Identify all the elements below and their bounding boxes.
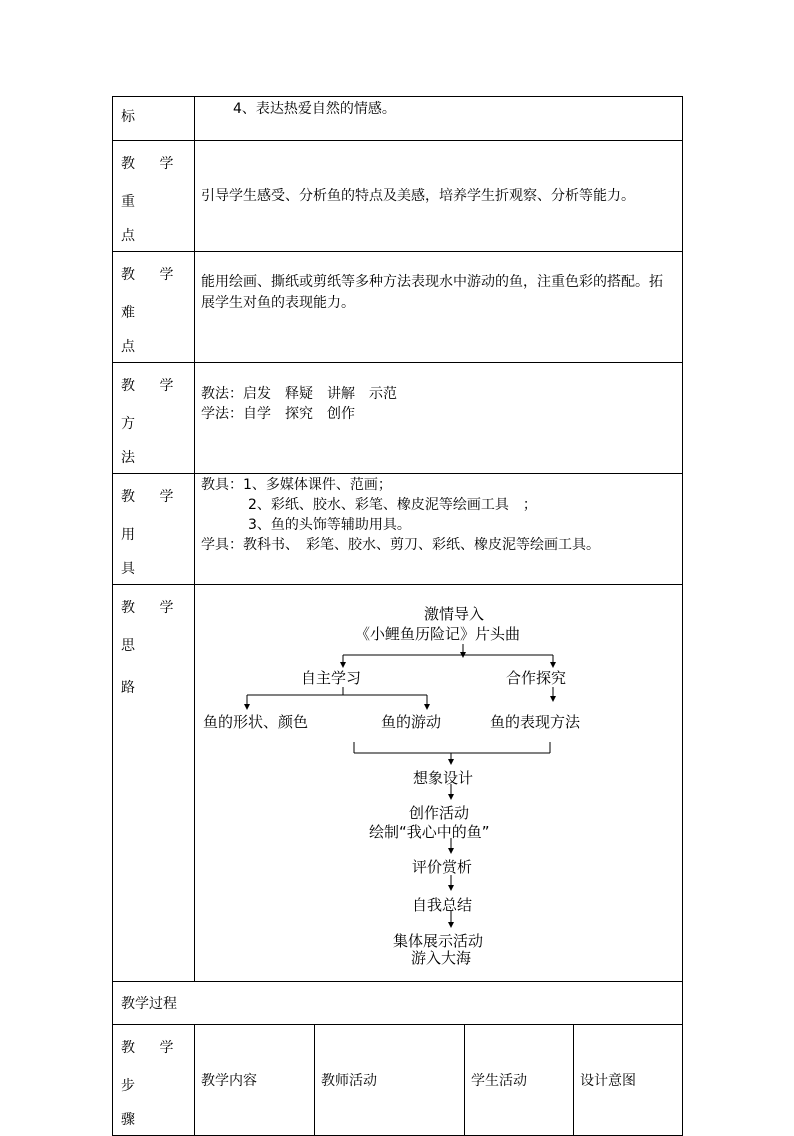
key-point-content: 引导学生感受、分析鱼的特点及美感，培养学生折观察、分析等能力。 bbox=[201, 188, 635, 204]
process-label: 教学过程 bbox=[121, 996, 177, 1012]
design-intent-label: 设计意图 bbox=[580, 1073, 636, 1089]
teaching-aids-line3: 3、鱼的头饰等辅助用具。 bbox=[248, 517, 411, 533]
method-label-line1: 教 学 方 bbox=[121, 378, 184, 432]
method-row bbox=[113, 363, 683, 474]
flow-exhibit: 集体展示活动 bbox=[393, 932, 484, 950]
idea-label-cell bbox=[113, 585, 195, 982]
idea-label-line1: 教 学 思 bbox=[121, 600, 184, 654]
tools-label-line1: 教 学 用 bbox=[121, 489, 184, 543]
learning-aids-line: 学具：教科书、 彩笔、胶水、剪刀、彩纸、橡皮泥等绘画工具。 bbox=[201, 537, 600, 553]
flow-imagine: 想象设计 bbox=[413, 769, 474, 787]
flow-exhibit-sub: 游入大海 bbox=[411, 949, 472, 967]
steps-row bbox=[113, 1025, 683, 1136]
difficulty-content: 能用绘画、撕纸或剪纸等多种方法表现水中游动的鱼，注重色彩的搭配。拓展学生对鱼的表现能力。 bbox=[201, 274, 663, 311]
steps-label-line1: 教 学 步 bbox=[121, 1040, 184, 1094]
student-activity-header bbox=[465, 1025, 574, 1136]
key-point-label-line2: 点 bbox=[121, 228, 135, 244]
flow-methods: 鱼的表现方法 bbox=[490, 713, 581, 731]
teaching-content-label: 教学内容 bbox=[201, 1073, 257, 1089]
method-content-cell bbox=[195, 363, 683, 474]
process-row bbox=[113, 982, 683, 1025]
flow-shape-color: 鱼的形状、颜色 bbox=[203, 713, 309, 731]
difficulty-label-line2: 点 bbox=[121, 339, 135, 355]
key-point-label-line1: 教 学 重 bbox=[121, 156, 184, 210]
flow-coop: 合作探究 bbox=[506, 669, 567, 687]
teacher-activity-header bbox=[315, 1025, 465, 1136]
design-intent-header bbox=[574, 1025, 683, 1136]
teaching-aids-line1: 教具：1、多媒体课件、范画； bbox=[201, 477, 392, 493]
difficulty-row bbox=[113, 252, 683, 363]
difficulty-label-cell bbox=[113, 252, 195, 363]
tools-label-line2: 具 bbox=[121, 561, 135, 577]
goal-row bbox=[113, 97, 683, 141]
teaching-aids-line2: 2、彩纸、胶水、彩笔、橡皮泥等绘画工具 ； bbox=[248, 497, 537, 513]
learn-method: 学法：自学 探究 创作 bbox=[201, 406, 355, 422]
key-point-label-cell bbox=[113, 141, 195, 252]
goal-label: 标 bbox=[121, 109, 135, 125]
flow-evaluate: 评价赏析 bbox=[412, 858, 473, 876]
idea-row bbox=[113, 585, 683, 982]
flow-intro: 激情导入 bbox=[424, 605, 485, 623]
tools-label-cell bbox=[113, 474, 195, 585]
lesson-plan-table bbox=[112, 96, 683, 1136]
flowchart bbox=[195, 585, 682, 981]
method-label-line2: 法 bbox=[121, 450, 135, 466]
steps-label-line2: 骤 bbox=[121, 1112, 135, 1128]
tools-content-cell bbox=[195, 474, 683, 585]
flow-self-study: 自主学习 bbox=[301, 669, 362, 687]
flow-intro-sub: 《小鲤鱼历险记》片头曲 bbox=[355, 625, 521, 643]
tools-row bbox=[113, 474, 683, 585]
steps-label-cell bbox=[113, 1025, 195, 1136]
key-point-content-cell bbox=[195, 141, 683, 252]
difficulty-label-line1: 教 学 难 bbox=[121, 267, 184, 321]
goal-content: 4、表达热爱自然的情感。 bbox=[233, 101, 396, 117]
student-activity-label: 学生活动 bbox=[471, 1073, 527, 1089]
flow-summary: 自我总结 bbox=[412, 896, 473, 914]
idea-label-line2: 路 bbox=[121, 680, 135, 696]
teaching-content-header bbox=[195, 1025, 315, 1136]
flow-create-sub: 绘制“我心中的鱼” bbox=[369, 823, 490, 841]
goal-label-cell bbox=[113, 97, 195, 141]
flow-create: 创作活动 bbox=[409, 804, 470, 822]
difficulty-content-cell bbox=[195, 252, 683, 363]
method-label-cell bbox=[113, 363, 195, 474]
flow-swimming: 鱼的游动 bbox=[381, 713, 442, 731]
goal-content-cell bbox=[195, 97, 683, 141]
process-cell bbox=[113, 982, 683, 1025]
flowchart-cell bbox=[195, 585, 683, 982]
teach-method: 教法：启发 释疑 讲解 示范 bbox=[201, 386, 397, 402]
key-point-row bbox=[113, 141, 683, 252]
teacher-activity-label: 教师活动 bbox=[321, 1073, 377, 1089]
